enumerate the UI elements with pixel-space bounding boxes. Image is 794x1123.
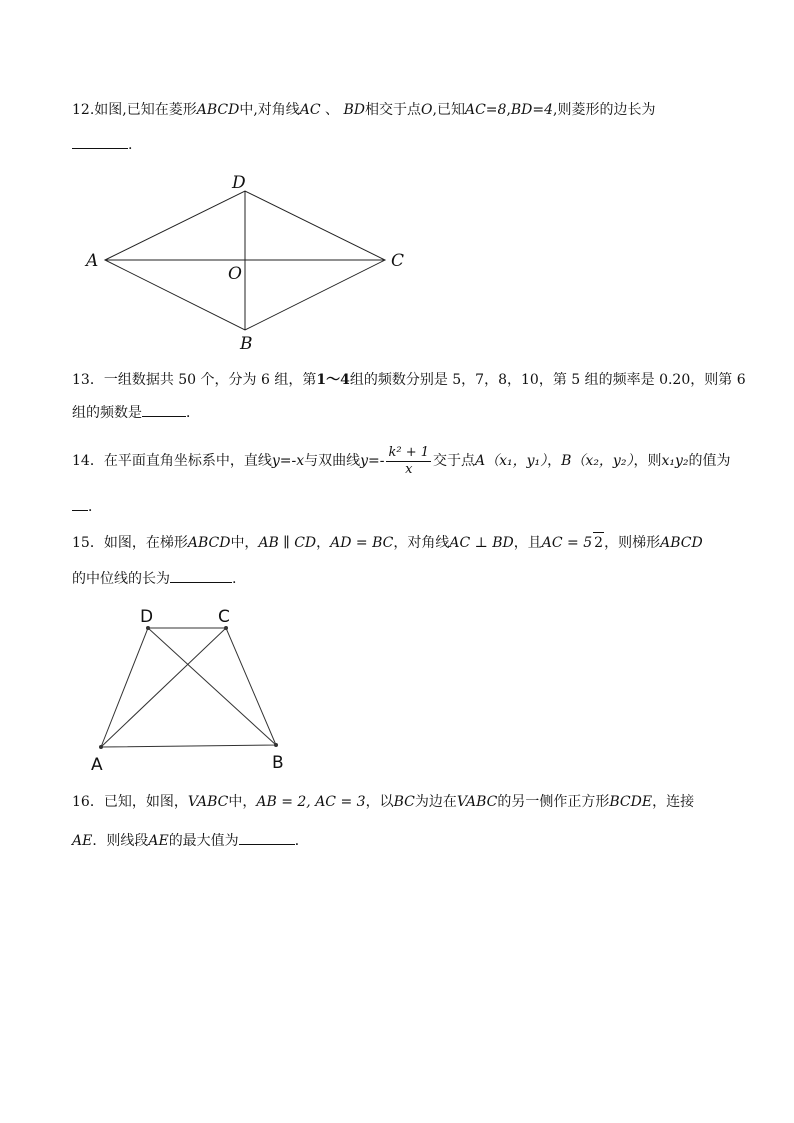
q14-point-a: A（x₁，y₁） xyxy=(475,453,548,469)
q15-parallel-condition: AB ∥ CD xyxy=(258,535,317,551)
label-d: D xyxy=(140,607,154,627)
q13-text: 组的频数是 xyxy=(72,405,142,421)
q12-answer-blank[interactable] xyxy=(72,134,128,149)
q15-text: ，则梯形 xyxy=(604,535,661,551)
q16-period: ． xyxy=(294,833,309,849)
q14-text: 14．在平面直角坐标系中，直线 xyxy=(72,453,272,469)
q12-rhombus-name: ABCD xyxy=(196,102,240,118)
q15-sqrt-arg: 2 xyxy=(594,535,604,551)
q13-text: 13．一组数据共 50 个，分为 6 组，第 xyxy=(72,372,317,388)
label-b: B xyxy=(240,334,253,354)
diagonal-ac xyxy=(101,628,226,747)
q15-comma: ， xyxy=(316,535,331,551)
q12-text: 中,对角线 xyxy=(239,102,300,118)
q16-answer-blank[interactable] xyxy=(239,830,295,845)
label-o: O xyxy=(228,264,242,284)
q15-text: ，对角线 xyxy=(393,535,450,551)
q13-range: 1～4 xyxy=(316,372,350,388)
q12-period: . xyxy=(128,137,133,153)
q12-separator: 、 xyxy=(320,102,344,118)
q12-text: ,则菱形的边长为 xyxy=(553,102,656,118)
label-d: D xyxy=(232,173,246,193)
q14-numerator: k² + 1 xyxy=(388,444,429,460)
q16-side-bc: BC xyxy=(393,794,415,810)
q16-text: 的最大值为 xyxy=(168,833,239,849)
diagonal-bd xyxy=(148,628,276,745)
q16-text: ．则线段 xyxy=(92,833,149,849)
q15-text: ，且 xyxy=(513,535,542,551)
question-12 xyxy=(72,100,722,120)
label-c: C xyxy=(218,607,230,627)
trapezoid-outline xyxy=(101,628,276,747)
question-14 xyxy=(72,442,731,480)
q15-text: 中， xyxy=(230,535,259,551)
q15-trapezoid-name: ABCD xyxy=(187,535,231,551)
q15-equal-legs-condition: AD = BC xyxy=(330,535,394,551)
q12-diagonal-ac: AC xyxy=(299,102,321,118)
q14-text: 与双曲线 xyxy=(304,453,361,469)
q13-text: 组的频数分别是 5，7，8，10，第 5 组的频率是 0.20，则第 6 xyxy=(349,372,746,388)
q14-answer-line xyxy=(72,496,102,516)
q12-diagonal-bd: BD xyxy=(343,102,366,118)
label-c: C xyxy=(391,251,405,271)
q15-ac-length: AC = 5 xyxy=(541,535,593,551)
q15-answer-blank[interactable] xyxy=(170,568,232,583)
q16-line2 xyxy=(72,830,309,850)
q16-text: ，连接 xyxy=(652,794,695,810)
q14-fraction xyxy=(386,445,431,478)
q16-text: 中， xyxy=(228,794,257,810)
q16-square: BCDE xyxy=(609,794,653,810)
question-16 xyxy=(72,792,722,812)
q12-text: 相交于点 xyxy=(365,102,422,118)
q14-denominator: x xyxy=(405,461,413,477)
q15-text: 的中位线的长为 xyxy=(72,571,170,587)
q12-bd-value: BD=4 xyxy=(510,102,554,118)
q16-segment-ae: AE xyxy=(72,833,93,849)
label-a: A xyxy=(86,251,99,271)
q16-condition: AB = 2, AC = 3 xyxy=(256,794,366,810)
q16-text: 16．已知，如图， xyxy=(72,794,188,810)
q14-comma: ， xyxy=(547,453,562,469)
q16-segment-ae: AE xyxy=(148,833,169,849)
q15-period: . xyxy=(232,571,237,587)
label-a: A xyxy=(91,755,103,775)
q15-trapezoid-name: ABCD xyxy=(660,535,703,551)
q14-text: 交于点 xyxy=(433,453,475,469)
q12-comma: , xyxy=(506,102,511,118)
q15-line2 xyxy=(72,568,236,588)
q16-text: 为边在 xyxy=(414,794,457,810)
q14-answer-blank[interactable] xyxy=(72,496,88,511)
q16-triangle: VABC xyxy=(456,794,498,810)
q14-hyperbola-lhs: y=- xyxy=(360,453,385,469)
q14-text: 的值为 xyxy=(688,453,731,469)
q12-ac-value: AC=8 xyxy=(464,102,507,118)
q16-text: ，以 xyxy=(365,794,394,810)
figure-rhombus xyxy=(80,168,420,358)
q13-answer-blank[interactable] xyxy=(142,402,186,417)
q12-text: ,已知 xyxy=(432,102,465,118)
question-13 xyxy=(72,370,746,390)
q13-line2 xyxy=(72,402,200,422)
label-b: B xyxy=(272,753,284,773)
figure-trapezoid xyxy=(86,602,306,778)
q14-point-b: B（x₂，y₂） xyxy=(561,453,634,469)
q15-text: 15．如图，在梯形 xyxy=(72,535,188,551)
q12-text: 12.如图,已知在菱形 xyxy=(72,102,197,118)
q12-answer-line xyxy=(72,134,132,153)
question-15 xyxy=(72,532,722,553)
q16-text: 的另一侧作正方形 xyxy=(497,794,610,810)
q14-product: x₁y₂ xyxy=(661,453,689,469)
q14-period: ． xyxy=(88,499,102,515)
q14-text: ，则 xyxy=(633,453,662,469)
q15-perpendicular-condition: AC ⊥ BD xyxy=(449,535,514,551)
q15-sqrt xyxy=(593,532,604,553)
q16-triangle: VABC xyxy=(187,794,229,810)
q14-line-equation: y=-x xyxy=(271,453,305,469)
q13-period: ． xyxy=(186,405,200,421)
q12-point-o: O xyxy=(421,102,433,118)
